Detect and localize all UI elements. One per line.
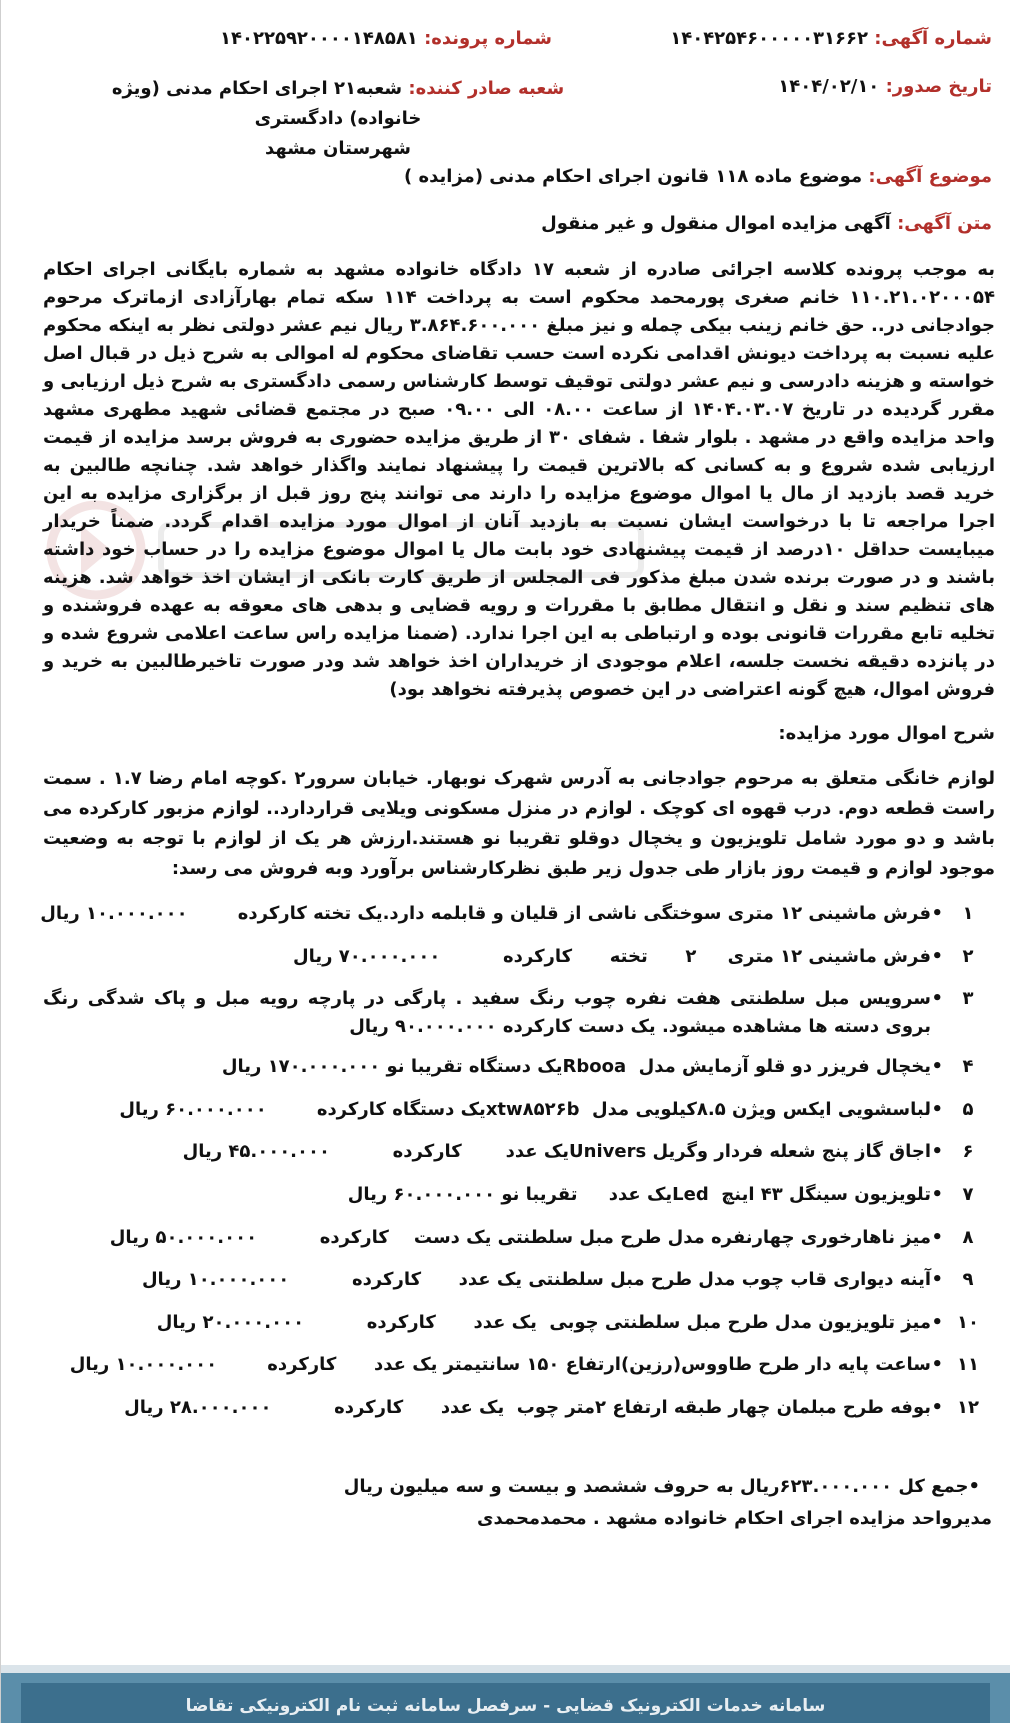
- list-item: [43, 1096, 993, 1139]
- list-item: [43, 985, 993, 1053]
- item-text: یخچال فریزر دو قلو آزمایش مدل Rbooaیک دستگاه تقریبا نو ۱۷۰.۰۰۰.۰۰۰ ریال: [221, 1056, 931, 1078]
- total-row: [344, 1476, 980, 1497]
- bullet-icon: •: [931, 1226, 943, 1248]
- item-number: ۹: [962, 1269, 974, 1291]
- list-item: [43, 1351, 993, 1394]
- total-text: جمع کل ۶۲۳.۰۰۰.۰۰۰ریال به حروف ششصد و بیست و سه میلیون ریال: [343, 1476, 969, 1497]
- list-item: [43, 1309, 993, 1352]
- bullet-icon: •: [931, 1311, 943, 1333]
- list-item: [40, 900, 993, 943]
- item-number: ۸: [962, 1226, 974, 1248]
- list-item: [43, 1266, 993, 1309]
- bullet-icon: •: [931, 1354, 943, 1376]
- items-list: [40, 900, 993, 1437]
- list-item: [43, 1181, 993, 1224]
- item-text: فرش ماشینی ۱۲ متری ۲ تخته کارکرده ۷۰.۰۰۰.۰۰۰ ریال: [293, 945, 931, 967]
- list-item: [43, 1053, 993, 1096]
- subject-text: موضوع ماده ۱۱۸ قانون اجرای احکام مدنی (مزایده ): [404, 166, 863, 187]
- main-paragraph: به موجب پرونده کلاسه اجرائی صادره از شعبه ۱۷ دادگاه خانواده مشهد به شماره بایگانی اجرای احکام ۱۱۰.۲۱.۰۲۰۰۰۵۴ خانم صغری پورمحمد محکوم است به پرداخت ۱۱۴ سکه تمام بهارآزادی ازماترک مرحوم جوادجانی در.. حق خانم زینب بیکی چمله و نیز مبلغ ۳.۸۶۴.۶۰۰.۰۰۰ ریال نیم عشر دولتی نظر به اینکه محکوم علیه نسبت به پرداخت دیونش اقدامی نکرده است حسب تقاضای محکوم له اموالی به شرح ذیل در قبال اصل خواسته و هزینه دادرسی و نیم عشر دولتی توقیف توسط کارشناس رسمی دادگستری به شرح ذیل ارزیابی و مقرر گردیده در تاریخ ۱۴۰۴.۰۳.۰۷ از ساعت ۰۸.۰۰ الی ۰۹.۰۰ صبح در مجتمع قضائی شهید مطهری مشهد واحد مزایده واقع در مشهد . بلوار شفا . شفای ۳۰ از طریق مزایده حضوری به فروش برسد مزایده از قیمت ارزیابی شده شروع و به کسانی که بالاترین قیمت را پیشنهاد نمایند واگذار خواهد شد. چنانچه طالبین به خرید قصد بازدید از مال یا اموال موضوع مزایده را دارند می توانند پنج روز قبل از برگزاری مزایده به این اجرا مراجعه تا با درخواست ایشان نسبت به بازدید آنان از اموال مورد مزایده اقدام گردد. ضمناً خریدار میبایست حداقل ۱۰درصد از قیمت پیشنهادی خود بابت مال یا اموال موضوع مزایده را در حساب خود داشته باشند و در صورت برنده شدن مبلغ مذکور فی المجلس از طریق کارت بانکی از ایشان اخذ خواهد شد. هزینه های تنظیم سند و نقل و انتقال مطابق با مقررات و رویه قضایی و بدهی های معوقه به عهده فروشنده و تخلیه تابع مقررات قانونی بوده و ارتباطی به این اجرا ندارد. (ضمنا مزایده راس ساعت اعلامی شروع شده و در پانزده دقیقه نخست جلسه، اعلام موجودی از خریداران اخذ خواهد شد ودر صورت تاخیرطالبین به خرید و فروش اموال، هیچ گونه اعتراضی در این خصوص پذیرفته نخواهد بود): [43, 259, 996, 700]
- items-intro: لوازم خانگی متعلق به مرحوم جوادجانی به آدرس شهرک نوبهار. خیابان سرور۲ .کوچه امام رضا ۱.۷ . سمت راست قطعه دوم. درب قهوه ای کوچک . لوازم در منزل مسکونی ویلایی قراردارد.. لوازم مزبور کارکرده می باشد و دو مورد شامل تلویزیون و یخچال دوقلو تقریبا نو هستند.ارزش هر یک از لوازم با توجه به وضعیت موجود لوازم و قیمت روز بازار طی جدول زیر طبق نظرکارشناس برآورد وبه فروش می رسد:: [43, 768, 996, 879]
- item-number: ۳: [962, 988, 974, 1010]
- item-text: تلویزیون سینگل ۴۳ اینچ Ledیک عدد تقریبا نو ۶۰.۰۰۰.۰۰۰ ریال: [347, 1183, 931, 1205]
- ad-number-label: شماره آگهی:: [874, 28, 992, 49]
- bullet-icon: •: [968, 1476, 980, 1497]
- item-text: فرش ماشینی ۱۲ متری سوختگی ناشی از قلیان و قابلمه دارد.یک تخته کارکرده ۱۰.۰۰۰.۰۰۰ ریال: [40, 903, 931, 924]
- list-item: [43, 1394, 993, 1437]
- case-number-row: [220, 28, 552, 49]
- subject-row: [404, 166, 992, 187]
- text-label: متن آگهی:: [897, 213, 992, 234]
- bullet-icon: •: [931, 945, 943, 967]
- item-text: اجاق گاز پنج شعله فردار وگریل Universیک عدد کارکرده ۴۵.۰۰۰.۰۰۰ ریال: [182, 1141, 931, 1163]
- items-heading: شرح اموال مورد مزایده:: [778, 723, 995, 744]
- case-number-label: شماره پرونده:: [424, 28, 552, 49]
- list-item: [43, 1224, 993, 1267]
- item-number: ۵: [962, 1098, 974, 1120]
- item-number: ۱۰: [957, 1311, 979, 1333]
- item-number: ۱: [962, 903, 974, 924]
- issue-date-row: [778, 76, 992, 97]
- issue-date: ۱۴۰۴/۰۲/۱۰: [778, 76, 880, 97]
- ad-number: ۱۴۰۴۲۵۴۶۰۰۰۰۰۳۱۶۶۲: [670, 28, 868, 49]
- item-text: میز تلویزیون مدل طرح مبل سلطنتی چوبی یک عدد کارکرده ۲۰.۰۰۰.۰۰۰ ریال: [156, 1311, 931, 1333]
- item-text: ساعت پایه دار طرح طاووس(رزین)ارتفاع ۱۵۰ سانتیمتر یک عدد کارکرده ۱۰.۰۰۰.۰۰۰ ریال: [69, 1354, 931, 1376]
- list-item: [43, 1138, 993, 1181]
- issuer-line1: شعبه۲۱ اجرای احکام مدنی (ویژه خانواده) دادگستری: [111, 78, 422, 129]
- item-number: ۲: [962, 945, 974, 967]
- bullet-icon: •: [931, 903, 943, 924]
- item-text: سرویس مبل سلطنتی هفت نفره چوب رنگ سفید . پارگی در پارچه رویه مبل و پاک شدگی رنگ بروی دسته ها مشاهده میشود. یک دست کارکرده ۹۰.۰۰۰.۰۰۰ ریال: [43, 988, 931, 1038]
- item-number: ۶: [962, 1141, 974, 1163]
- item-number: ۱۱: [957, 1354, 979, 1376]
- issuer-block: [78, 74, 598, 164]
- bullet-icon: •: [931, 1396, 943, 1418]
- list-item: [43, 943, 993, 986]
- bullet-icon: •: [931, 1183, 943, 1205]
- text-title: آگهی مزایده اموال منقول و غیر منقول: [541, 213, 891, 234]
- bullet-icon: •: [931, 1056, 943, 1078]
- item-number: ۱۲: [957, 1396, 979, 1418]
- text-title-row: [541, 213, 992, 234]
- item-number: ۴: [962, 1056, 974, 1078]
- item-number: ۷: [962, 1183, 974, 1205]
- issuer-label: شعبه صادر کننده:: [408, 78, 565, 99]
- bullet-icon: •: [931, 988, 943, 1010]
- subject-label: موضوع آگهی:: [868, 166, 992, 187]
- bullet-icon: •: [931, 1269, 943, 1291]
- bullet-icon: •: [931, 1098, 943, 1120]
- case-number: ۱۴۰۲۲۵۹۲۰۰۰۰۱۴۸۵۸۱: [220, 28, 418, 49]
- footer-bar: [1, 1665, 1010, 1723]
- item-text: بوفه طرح مبلمان چهار طبقه ارتفاع ۲متر چوب یک عدد کارکرده ۲۸.۰۰۰.۰۰۰ ریال: [124, 1396, 931, 1418]
- issue-date-label: تاریخ صدور:: [885, 76, 992, 97]
- item-text: لباسشویی ایکس ویژن ۸.۵کیلویی مدل xtw۸۵۲۶bیک دستگاه کارکرده ۶۰.۰۰۰.۰۰۰ ریال: [119, 1098, 931, 1120]
- issuer-line2: شهرستان مشهد: [265, 138, 411, 159]
- ad-number-row: [670, 28, 992, 49]
- item-text: میز ناهارخوری چهارنفره مدل طرح مبل سلطنتی یک دست کارکرده ۵۰.۰۰۰.۰۰۰ ریال: [109, 1226, 931, 1248]
- footer-link[interactable]: سامانه خدمات الکترونیک قضایی - سرفصل سامانه ثبت نام الکترونیکی تقاضا: [21, 1683, 990, 1723]
- item-text: آینه دیواری قاب چوب مدل طرح مبل سلطنتی یک عدد کارکرده ۱۰.۰۰۰.۰۰۰ ریال: [141, 1269, 931, 1291]
- signature: مدیرواحد مزایده اجرای احکام خانواده مشهد . محمدمحمدی: [476, 1508, 992, 1529]
- bullet-icon: •: [931, 1141, 943, 1163]
